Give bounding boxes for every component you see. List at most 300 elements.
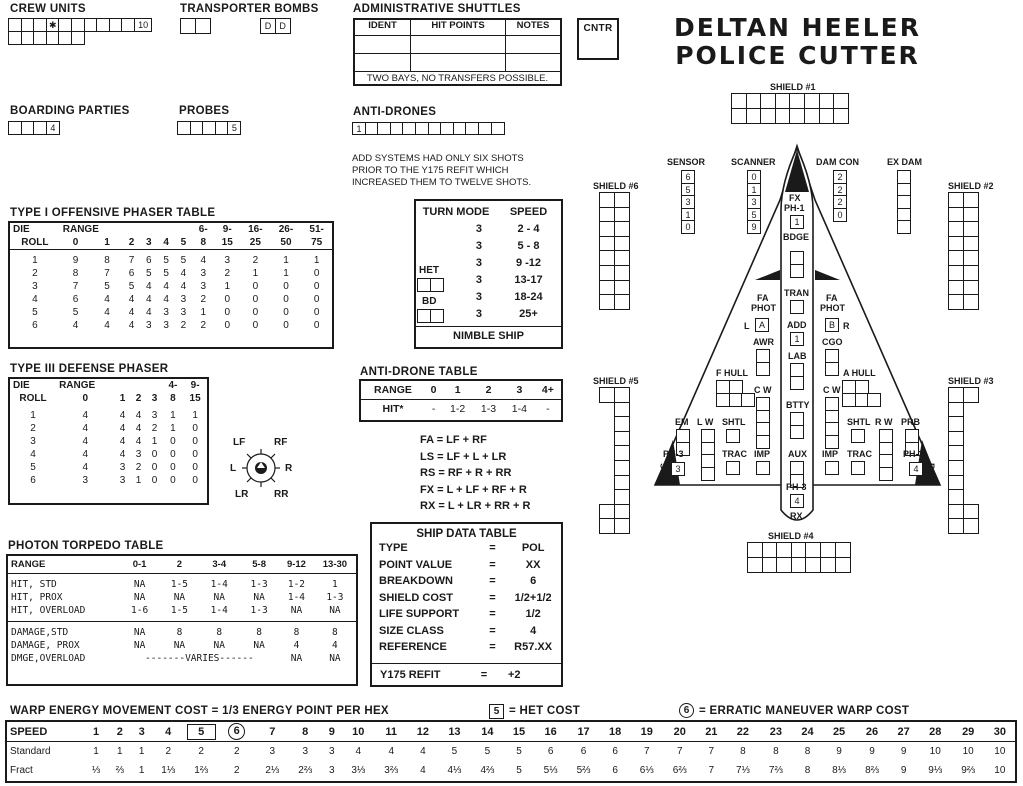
shield-5-box[interactable]	[614, 402, 630, 418]
shield-5-box[interactable]	[614, 518, 630, 534]
photon-cell: 1-2	[287, 579, 306, 590]
photon-row	[8, 604, 356, 622]
shield-5-box[interactable]	[614, 416, 630, 432]
phaser1-cell: 0	[224, 307, 230, 318]
anti-drone-header: RANGE	[361, 381, 425, 400]
shield-3-box[interactable]	[963, 518, 979, 534]
shield-4-box[interactable]	[762, 542, 778, 558]
shield-1-box[interactable]	[833, 93, 849, 109]
shield-5-box[interactable]	[614, 445, 630, 461]
shield-6-box[interactable]	[614, 250, 630, 266]
scanner-box[interactable]: 3	[747, 195, 761, 209]
turn-mode-value: 3	[475, 308, 482, 320]
phaser1-header: 15	[221, 237, 233, 248]
shtl-left-label: SHTL	[722, 417, 746, 427]
shield-6-box[interactable]	[599, 294, 615, 310]
phaser3-header: 4-	[168, 380, 178, 391]
probe-box[interactable]: 5	[227, 121, 241, 135]
shield-4-box[interactable]	[791, 557, 807, 573]
turn-mode-row	[416, 238, 561, 255]
trac-box[interactable]	[851, 461, 865, 475]
shield-4-box[interactable]	[762, 557, 778, 573]
phaser3-cell: 0	[192, 449, 198, 460]
shield-1-box[interactable]	[746, 93, 762, 109]
transporter-bomb-box[interactable]	[195, 18, 211, 34]
shield-1-box[interactable]	[775, 93, 791, 109]
phaser1-cell: 6	[72, 294, 79, 305]
shield-4-box[interactable]	[747, 557, 763, 573]
left-warp-box[interactable]	[701, 467, 715, 481]
shield-2-box[interactable]	[963, 250, 979, 266]
right-warp-track	[879, 429, 893, 479]
het-label: HET	[419, 265, 439, 276]
shield-6-box[interactable]	[614, 192, 630, 208]
phaser3-cell: 2	[151, 423, 158, 434]
phaser1-header: 0	[72, 237, 79, 248]
shield-3-box[interactable]	[948, 416, 964, 432]
transporter-bombs-label: TRANSPORTER BOMBS	[180, 3, 319, 15]
shield-3-box[interactable]	[948, 402, 964, 418]
scanner-box[interactable]: 0	[747, 170, 761, 184]
shtl-box[interactable]	[726, 429, 740, 443]
phaser3-header: ROLL	[19, 393, 47, 404]
phaser1-cell: 4	[128, 307, 135, 318]
warp-speed-row-cell: 8	[289, 722, 322, 742]
ph3-rear-box[interactable]: 4	[790, 494, 804, 508]
shield-6-box[interactable]	[599, 236, 615, 252]
shield-1-box[interactable]	[789, 93, 805, 109]
shield-6-box[interactable]	[614, 236, 630, 252]
left-warp-label: L W	[697, 417, 714, 427]
speed-header: SPEED	[509, 206, 548, 218]
dummy-bomb-box[interactable]: D	[275, 18, 291, 34]
shield-6-box[interactable]	[614, 280, 630, 296]
warp-standard-row-cell: 9	[836, 746, 842, 757]
anti-drone-track	[352, 122, 503, 135]
warp-cost-table	[5, 720, 1017, 783]
photon-a-box[interactable]: A	[755, 318, 769, 332]
shield-2-box[interactable]	[963, 294, 979, 310]
shield-3-box[interactable]	[963, 504, 979, 520]
warp-speed-row-cell: 19	[630, 722, 663, 742]
shield-4-label: SHIELD #4	[768, 531, 814, 541]
shield-4-box[interactable]	[776, 557, 792, 573]
c-warp-right-label: C W	[823, 385, 841, 395]
shield-2-box[interactable]	[948, 207, 964, 223]
warp-fract-row-cell: 4⅔	[480, 765, 495, 776]
phaser1-cell: 3	[32, 281, 38, 292]
boarding-party-box[interactable]: 4	[46, 121, 60, 135]
shield-3-box[interactable]	[948, 489, 964, 505]
shield-4-box[interactable]	[835, 542, 851, 558]
ship-data-cell: =	[489, 542, 496, 555]
shield-1-box[interactable]	[775, 108, 791, 124]
photon-b-box[interactable]: B	[825, 318, 839, 332]
shield-1-box[interactable]	[804, 93, 820, 109]
phaser1-cell: 0	[283, 307, 289, 318]
shield-2-box[interactable]	[963, 236, 979, 252]
photon-cell: 1-6	[120, 604, 160, 622]
transporter-bomb-box[interactable]	[180, 18, 196, 34]
lab-label: LAB	[788, 351, 807, 361]
arc-definition: RS = RF + R + RR	[420, 467, 512, 479]
phaser3-cell: 4	[82, 410, 89, 421]
awr-box[interactable]	[756, 362, 770, 376]
shield-2-box[interactable]	[963, 192, 979, 208]
tran-box[interactable]	[790, 300, 804, 314]
warp-speed-row-cell: 5	[185, 722, 218, 742]
crew-box-star[interactable]: ✱	[46, 18, 60, 32]
warp-standard-row-cell: 3	[328, 746, 335, 757]
phaser3-row	[10, 405, 207, 422]
phaser3-cell: 3	[82, 475, 89, 486]
compass-lf: LF	[233, 437, 246, 448]
shield-3-box[interactable]	[948, 445, 964, 461]
damcon-track	[833, 170, 847, 220]
shuttle-row[interactable]	[355, 54, 560, 72]
cgo-box[interactable]	[825, 362, 839, 376]
anti-drone-header: 2	[473, 381, 504, 400]
bd-box[interactable]	[430, 309, 444, 323]
imp-box[interactable]	[756, 461, 770, 475]
exdam-box[interactable]	[897, 220, 911, 234]
shield-6-box[interactable]	[614, 265, 630, 281]
crew-box[interactable]	[71, 31, 85, 45]
phaser1-header: 51-	[309, 224, 324, 235]
shield-3-box[interactable]	[948, 504, 964, 520]
phaser1-cell: 2	[224, 268, 230, 279]
warp-standard-row-cell: 3	[302, 746, 309, 757]
shield-5-box[interactable]	[614, 460, 630, 476]
ph3-right-box[interactable]: 4	[909, 462, 923, 476]
erratic-key-label: = ERRATIC MANEUVER WARP COST	[699, 705, 910, 717]
phaser1-cell: 8	[72, 268, 79, 279]
shield-1-box[interactable]	[746, 108, 762, 124]
phaser1-header: 75	[311, 237, 323, 248]
ph3-left-box[interactable]: 3	[671, 462, 685, 476]
shield-4-box[interactable]	[805, 542, 821, 558]
photon-cell: 8	[176, 627, 183, 638]
phaser3-cell: 0	[192, 436, 198, 447]
warp-fract-row-cell: 8⅔	[865, 765, 879, 776]
photon-cell: HIT, STD	[11, 579, 57, 590]
trac-box[interactable]	[726, 461, 740, 475]
shield-3-box[interactable]	[948, 387, 964, 403]
phaser1-cell: 1	[283, 268, 289, 279]
warp-fract-row-cell: 4⅓	[447, 765, 462, 776]
phaser1-cell: 0	[283, 281, 289, 292]
warp-standard-row-cell: 6	[580, 746, 587, 757]
ship-data-row	[376, 540, 561, 557]
sensor-box[interactable]: 6	[681, 170, 695, 184]
phaser1-header	[123, 223, 140, 236]
damcon-box[interactable]: 0	[833, 208, 847, 222]
shield-5-box[interactable]	[614, 387, 630, 403]
shield-6-box[interactable]	[614, 207, 630, 223]
phaser3-header	[114, 379, 130, 392]
photon-cell: 4	[293, 640, 300, 651]
warp-speed-row-cell: 25	[823, 722, 856, 742]
bridge-box[interactable]	[790, 264, 804, 278]
shield-4-box[interactable]	[747, 542, 763, 558]
shield-5-box[interactable]	[614, 475, 630, 491]
warp-speed-row-label: SPEED	[7, 722, 84, 742]
sensor-track	[681, 170, 695, 233]
dummy-bomb-box[interactable]: D	[260, 18, 276, 34]
shtl-right-label: SHTL	[847, 417, 871, 427]
shield-5-box[interactable]	[614, 489, 630, 505]
shield-2-box[interactable]	[963, 265, 979, 281]
arc-definition: RX = L + LR + RR + R	[420, 500, 531, 512]
c-warp-box[interactable]	[825, 435, 839, 449]
turn-mode-row	[416, 221, 561, 238]
damcon-box[interactable]: 2	[833, 183, 847, 197]
warp-standard-row-cell: 6	[612, 746, 618, 757]
shield-1-box[interactable]	[819, 108, 835, 124]
phaser3-header: DIE	[13, 380, 30, 391]
phaser3-row	[10, 448, 207, 461]
anti-drone-table	[359, 379, 563, 422]
warp-fract-row-cell: 10	[994, 765, 1006, 776]
warp-standard-row-cell: 5	[451, 746, 458, 757]
turn-mode-value: 3	[475, 274, 482, 286]
crew-units-track	[8, 18, 151, 45]
shield-6-box[interactable]	[614, 221, 630, 237]
phaser3-cell: 2	[135, 462, 142, 473]
phaser3-cell: 4	[82, 436, 89, 447]
shield-5-box[interactable]	[614, 504, 630, 520]
sensor-box[interactable]: 5	[681, 183, 695, 197]
warp-fract-row-cell: 2	[233, 765, 240, 776]
ship-data-cell: 6	[530, 575, 537, 588]
scanner-box[interactable]: 5	[747, 208, 761, 222]
shield-1-box[interactable]	[760, 108, 776, 124]
phaser1-row	[10, 250, 332, 268]
ship-data-cell: 4	[530, 624, 537, 637]
shield-6-box[interactable]	[614, 294, 630, 310]
warp-fract-row-cell: 7⅔	[768, 765, 783, 776]
damcon-box[interactable]: 2	[833, 195, 847, 209]
shield-3-box[interactable]	[948, 475, 964, 491]
sensor-box[interactable]: 3	[681, 195, 695, 209]
shtl-box[interactable]	[851, 429, 865, 443]
shield-4-box[interactable]	[805, 557, 821, 573]
lab-box[interactable]	[790, 376, 804, 390]
phaser1-cell: 7	[128, 255, 135, 266]
phaser3-cell: 4	[119, 423, 126, 434]
warp-standard-row-cell: 4	[420, 746, 426, 757]
btty-label: BTTY	[786, 400, 810, 410]
phaser3-cell: 3	[151, 410, 158, 421]
shield-5-box[interactable]	[599, 518, 615, 534]
f-hull-label: F HULL	[716, 368, 748, 378]
warp-speed-row-cell: 2	[108, 722, 132, 742]
shield-6-box[interactable]	[599, 265, 615, 281]
phaser1-cell: 0	[313, 281, 320, 292]
shield-2-box[interactable]	[948, 250, 964, 266]
shield-5-box[interactable]	[599, 504, 615, 520]
warp-speed-row-cell: 9	[322, 722, 342, 742]
scanner-box[interactable]: 1	[747, 183, 761, 197]
shield-1-label: SHIELD #1	[770, 82, 816, 92]
cntr-box[interactable]: CNTR	[577, 18, 619, 60]
shield-6-box[interactable]	[599, 207, 615, 223]
shield-2-box[interactable]	[948, 221, 964, 237]
imp-left-label: IMP	[754, 449, 771, 459]
shield-6-box[interactable]	[599, 250, 615, 266]
phaser1-cell: 4	[163, 294, 169, 305]
phaser1-cell: 2	[200, 294, 207, 305]
shield-1-box[interactable]	[819, 93, 835, 109]
shield-2-box[interactable]	[948, 265, 964, 281]
shield-2-box[interactable]	[948, 236, 964, 252]
phaser3-header: 9-	[190, 380, 200, 391]
phaser1-cell: 1	[200, 307, 207, 318]
warp-standard-row-cell: 5	[516, 746, 522, 757]
sensor-box[interactable]: 1	[681, 208, 695, 222]
crew-box-max[interactable]: 10	[134, 18, 152, 32]
phaser3-row	[10, 474, 207, 487]
phaser1-cell: 4	[128, 320, 135, 331]
shuttle-row[interactable]	[355, 36, 560, 54]
phaser1-cell: 4	[180, 268, 187, 279]
photon-cell: NA	[213, 592, 225, 603]
shield-1-box[interactable]	[789, 108, 805, 124]
shield-1-box[interactable]	[731, 93, 747, 109]
a-hull-box[interactable]	[867, 393, 881, 407]
phaser3-header	[147, 379, 163, 392]
anti-drone-box[interactable]: 1	[352, 122, 366, 135]
refit-value: +2	[508, 668, 521, 681]
shuttle-note: TWO BAYS, NO TRANSFERS POSSIBLE.	[366, 73, 549, 84]
damcon-box[interactable]: 2	[833, 170, 847, 184]
phot-right-label: PHOT	[820, 303, 846, 313]
shield-6-box[interactable]	[599, 280, 615, 296]
add-box[interactable]: 1	[790, 332, 804, 346]
warp-standard-row-cell: 7	[676, 746, 683, 757]
anti-drone-box[interactable]	[491, 122, 505, 135]
warp-fract-row-cell: 5	[516, 765, 522, 776]
imp-box[interactable]	[825, 461, 839, 475]
shield-5-box[interactable]	[599, 387, 615, 403]
warp-standard-row-cell: 6	[547, 746, 554, 757]
nimble-ship-label: NIMBLE SHIP	[416, 326, 561, 347]
shield-4-box[interactable]	[820, 542, 836, 558]
phaser1-cell: 2	[200, 320, 207, 331]
shield-2-box[interactable]	[963, 280, 979, 296]
photon-cell: 1	[332, 579, 338, 590]
sensor-box[interactable]: 0	[681, 220, 695, 234]
photon-cell: -------VARIES------	[145, 653, 254, 664]
photon-cell: 1-4	[287, 592, 306, 603]
het-box[interactable]	[430, 278, 444, 292]
shield-3-box[interactable]	[963, 387, 979, 403]
photon-cell: NA	[290, 653, 303, 664]
phaser3-header	[131, 379, 147, 392]
anti-drone-header: 0	[425, 381, 442, 400]
warp-standard-row	[7, 742, 1015, 762]
shield-2-box[interactable]	[948, 192, 964, 208]
phaser3-cell: 2	[30, 423, 36, 434]
warp-standard-row-cell: 7	[708, 746, 715, 757]
crew-units-label: CREW UNITS	[10, 3, 86, 15]
awr-track	[756, 349, 770, 374]
speed-range: 5 - 8	[517, 240, 540, 252]
shield-1-box[interactable]	[804, 108, 820, 124]
photon-cell: NA	[133, 579, 146, 590]
phaser1-header: 1	[104, 237, 110, 248]
c-warp-box[interactable]	[756, 435, 770, 449]
photon-header: 3-4	[199, 556, 239, 574]
phaser1-header: 8	[200, 237, 207, 248]
shield-2-box[interactable]	[963, 221, 979, 237]
btty-box[interactable]	[790, 425, 804, 439]
compass-lr: LR	[235, 489, 249, 500]
ship-data-row	[376, 557, 561, 574]
phaser1-header	[157, 223, 174, 236]
probes-label: PROBES	[179, 105, 230, 117]
ls-label: LS	[659, 463, 669, 475]
ph1-box[interactable]: 1	[790, 215, 804, 229]
phaser1-cell: 2	[180, 320, 187, 331]
shield-2-box[interactable]	[963, 207, 979, 223]
sensor-label: SENSOR	[667, 157, 706, 167]
shield-4-box[interactable]	[776, 542, 792, 558]
shield-6-box[interactable]	[599, 221, 615, 237]
phaser1-cell: 2	[252, 255, 259, 266]
shield-2-box[interactable]	[948, 280, 964, 296]
warp-speed-row-cell: 10	[342, 722, 375, 742]
phaser3-cell: 0	[192, 462, 198, 473]
photon-cell: DAMAGE,STD	[11, 627, 69, 638]
turn-mode-value: 3	[475, 223, 482, 235]
warp-speed-row-cell: 4	[152, 722, 185, 742]
warp-fract-row-cell: 7	[708, 765, 715, 776]
scanner-box[interactable]: 9	[747, 220, 761, 234]
phaser1-cell: 1	[224, 281, 230, 292]
photon-cell: DAMAGE, PROX	[11, 640, 80, 651]
warp-fract-row-cell: 1⅔	[194, 765, 209, 776]
shield-6-box[interactable]	[599, 192, 615, 208]
shield-2-box[interactable]	[948, 294, 964, 310]
shield-1-box[interactable]	[760, 93, 776, 109]
shield-4-box[interactable]	[820, 557, 836, 573]
shield-3-box[interactable]	[948, 431, 964, 447]
phaser1-table	[8, 221, 334, 349]
shield-3-box[interactable]	[948, 518, 964, 534]
shield-3-box[interactable]	[948, 460, 964, 476]
warp-speed-row-cell: 17	[567, 722, 600, 742]
shield-4-box[interactable]	[791, 542, 807, 558]
phaser1-header: 26-	[278, 224, 294, 235]
right-warp-box[interactable]	[879, 467, 893, 481]
exdam-track	[897, 170, 911, 233]
warp-standard-row-cell: 10	[962, 746, 974, 757]
anti-drone-header: 4+	[535, 381, 561, 400]
warp-standard-row-cell: 8	[740, 746, 746, 757]
warp-speed-row-cell: 12	[408, 722, 438, 742]
warp-speed-row-cell: 13	[438, 722, 471, 742]
warp-fract-row-cell: 5⅔	[576, 765, 591, 776]
anti-drone-cell: 1-3	[480, 403, 497, 415]
refit-eq: =	[480, 668, 488, 681]
shield-5-box[interactable]	[614, 431, 630, 447]
shield-4-box[interactable]	[835, 557, 851, 573]
ship-data-cell: =	[489, 624, 496, 637]
shield-1-box[interactable]	[833, 108, 849, 124]
shield-1-box[interactable]	[731, 108, 747, 124]
phaser3-cell: 4	[119, 436, 126, 447]
